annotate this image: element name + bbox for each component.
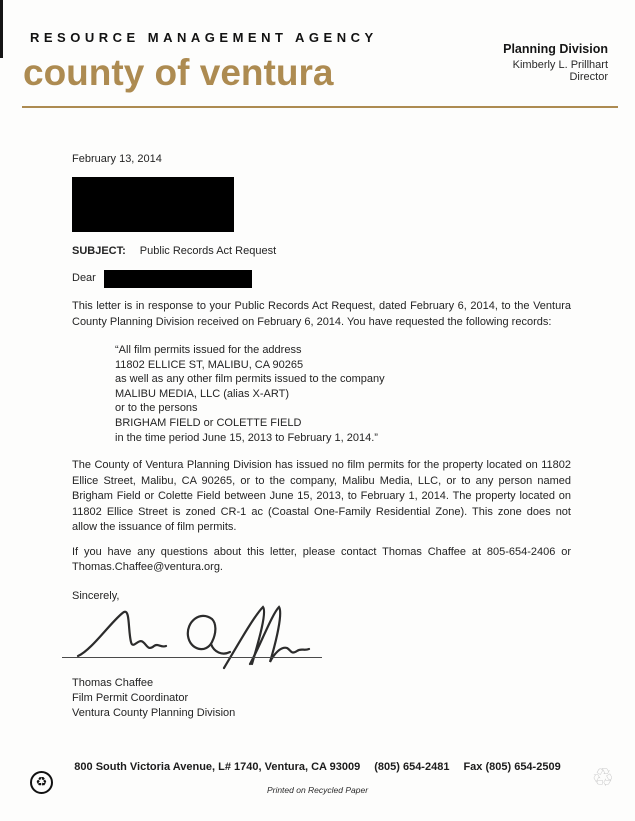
signer-name: Thomas Chaffee <box>72 677 154 690</box>
footer-phone: (805) 654-2481 <box>374 761 450 773</box>
signature-handwriting-icon <box>64 604 344 674</box>
subject-line <box>72 244 571 260</box>
subject-text: Public Records Act Request <box>139 244 277 257</box>
paragraph-intro: This letter is in response to your Public Records Act Request, dated February 6, 2014, to the Ventura County Planning Division received on February 6, 2014. You have requested the following records: <box>72 300 571 328</box>
division-block <box>503 42 608 83</box>
scan-edge-artifact <box>0 0 3 58</box>
request-quote-block <box>115 343 571 445</box>
quote-line: 11802 ELLICE ST, MALIBU, CA 90265 <box>115 358 304 371</box>
paragraph-contact: If you have any questions about this letter, please contact Thomas Chaffee at 805-654-2406 or Thomas.Chaffee@ventura.org. <box>72 545 571 574</box>
footer-fax: Fax (805) 654-2509 <box>463 761 561 773</box>
recycle-outline-icon: ♲ <box>591 763 614 792</box>
signature-line <box>62 657 322 658</box>
recycle-circle-icon: ♻ <box>30 771 53 794</box>
signer-org: Ventura County Planning Division <box>72 707 236 720</box>
letterhead-rule <box>22 106 618 108</box>
footer-address: 800 South Victoria Avenue, L# 1740, Ventura, CA 93009 <box>74 761 361 773</box>
quote-line: BRIGHAM FIELD or COLETTE FIELD <box>115 416 302 429</box>
signature-area <box>72 604 342 676</box>
quote-line: as well as any other film permits issued to the company <box>115 373 385 386</box>
quote-line: “All film permits issued for the address <box>115 344 302 356</box>
salutation-text: Dear <box>72 272 96 285</box>
signer-title: Film Permit Coordinator <box>72 692 189 705</box>
division-title: Planning Division <box>503 42 608 56</box>
county-logo-text: county of ventura <box>23 52 334 93</box>
paragraph-response: The County of Ventura Planning Division has issued no film permits for the property located on 11802 Ellice Street, Malibu, CA 90265, or to the company, Malibu Media, LLC, or to any person named Brigham Field or Colette Field between June 15, 2013, to February 1, 2014. The property located on 11802 Ellice Street is zoned CR-1 ac (Coastal One-Family Residential Zone). This zone does not allow the issuance of film permits. <box>72 459 571 534</box>
quote-line: MALIBU MEDIA, LLC (alias X-ART) <box>115 387 290 400</box>
subject-label: SUBJECT: <box>72 244 126 257</box>
letter-body <box>72 152 571 721</box>
closing-text: Sincerely, <box>72 589 120 602</box>
redacted-address-block <box>72 177 234 232</box>
agency-name: RESOURCE MANAGEMENT AGENCY <box>30 30 378 45</box>
recycled-paper-note: Printed on Recycled Paper <box>266 785 369 795</box>
quote-line: in the time period June 15, 2013 to February 1, 2014.” <box>115 431 378 444</box>
director-name: Kimberly L. Prillhart <box>512 59 608 71</box>
letter-date: February 13, 2014 <box>72 153 162 165</box>
redacted-recipient-name <box>104 270 252 288</box>
footer-address-line <box>0 761 635 773</box>
quote-line: or to the persons <box>115 402 198 415</box>
salutation-line <box>72 270 571 288</box>
director-title: Director <box>569 71 608 83</box>
